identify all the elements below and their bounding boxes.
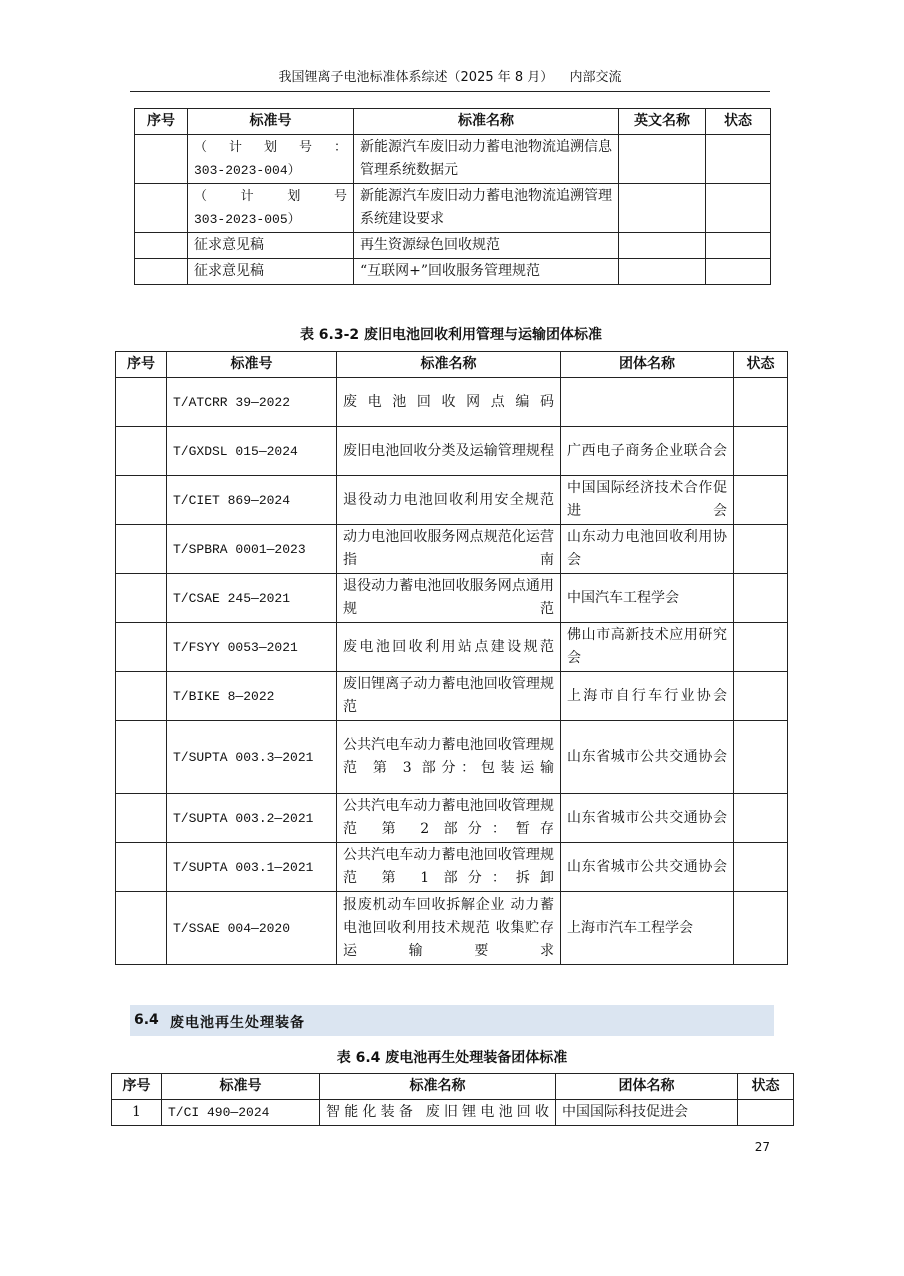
col-header-name: 标准名称	[320, 1074, 556, 1100]
cell-org: 上海市自行车行业协会	[561, 672, 734, 721]
doc-title: 我国锂离子电池标准体系综述（2025 年 8 月）	[278, 70, 554, 85]
cell-code	[188, 135, 354, 184]
cell-code: T/CSAE 245—2021	[167, 574, 337, 623]
cell-num	[135, 184, 188, 233]
cell-num	[116, 892, 167, 965]
cell-name: 废旧锂离子动力蓄电池回收管理规范	[337, 672, 561, 721]
section-number: 6.4	[134, 1012, 159, 1028]
code-line: 303-2023-004）	[194, 163, 301, 178]
cell-code: T/SPBRA 0001—2023	[167, 525, 337, 574]
cell-status	[734, 623, 788, 672]
cell-status	[734, 574, 788, 623]
cell-num	[135, 135, 188, 184]
table-row	[135, 135, 771, 184]
cell-name: 报废机动车回收拆解企业 动力蓄电池回收利用技术规范 收集贮存运输要求	[337, 892, 561, 965]
col-header-code: 标准号	[162, 1074, 320, 1100]
cell-code: T/GXDSL 015—2024	[167, 427, 337, 476]
cell-org: 中国国际经济技术合作促进会	[561, 476, 734, 525]
cell-code: T/SUPTA 003.3—2021	[167, 721, 337, 794]
table-row	[112, 1100, 794, 1126]
table-caption: 表 6.4 废电池再生处理装备团体标准	[336, 1050, 568, 1066]
table-row	[116, 794, 788, 843]
col-header-num: 序号	[116, 352, 167, 378]
table-header-row	[116, 352, 788, 378]
table-row	[135, 259, 771, 285]
cell-code: T/ATCRR 39—2022	[167, 378, 337, 427]
cell-en	[619, 233, 706, 259]
table-row	[116, 892, 788, 965]
cell-name: 废旧电池回收分类及运输管理规程	[337, 427, 561, 476]
cell-status	[734, 794, 788, 843]
cell-name: 废电池回收网点编码	[337, 378, 561, 427]
cell-status	[738, 1100, 794, 1126]
cell-status	[706, 184, 771, 233]
col-header-name: 标准名称	[337, 352, 561, 378]
cell-num	[116, 525, 167, 574]
cell-status	[734, 525, 788, 574]
col-header-code: 标准号	[188, 109, 354, 135]
page-number: 27	[754, 1140, 770, 1154]
cell-name: 新能源汽车废旧动力蓄电池物流追溯信息管理系统数据元	[354, 135, 619, 184]
code-line: 303-2023-005）	[194, 212, 301, 227]
col-header-num: 序号	[135, 109, 188, 135]
cell-num	[116, 623, 167, 672]
section-title: 废电池再生处理装备	[170, 1015, 305, 1031]
cell-status	[734, 892, 788, 965]
table-row	[116, 623, 788, 672]
cell-num	[116, 672, 167, 721]
cell-status	[706, 259, 771, 285]
col-header-status: 状态	[734, 352, 788, 378]
cell-status	[734, 843, 788, 892]
col-header-num: 序号	[112, 1074, 162, 1100]
cell-name: 动力电池回收服务网点规范化运营指南	[337, 525, 561, 574]
cell-num	[116, 721, 167, 794]
cell-en	[619, 259, 706, 285]
cell-name: 退役动力电池回收利用安全规范	[337, 476, 561, 525]
cell-code: T/BIKE 8—2022	[167, 672, 337, 721]
cell-num	[135, 233, 188, 259]
cell-org: 山东省城市公共交通协会	[561, 721, 734, 794]
table-row	[116, 378, 788, 427]
cell-org: 中国汽车工程学会	[561, 574, 734, 623]
cell-status	[706, 233, 771, 259]
cell-code: T/CI 490—2024	[162, 1100, 320, 1126]
cell-org: 山东省城市公共交通协会	[561, 843, 734, 892]
cell-name: 废电池回收利用站点建设规范	[337, 623, 561, 672]
cell-num: 1	[112, 1100, 162, 1126]
cell-status	[706, 135, 771, 184]
table-caption: 表 6.3-2 废旧电池回收利用管理与运输团体标准	[299, 327, 603, 343]
table-plan-standards	[134, 108, 771, 285]
col-header-code: 标准号	[167, 352, 337, 378]
cell-org: 佛山市高新技术应用研究会	[561, 623, 734, 672]
cell-name: 公共汽电车动力蓄电池回收管理规范 第 1 部分：拆卸	[337, 843, 561, 892]
cell-num	[116, 574, 167, 623]
section-heading	[130, 1005, 774, 1036]
cell-code: 征求意见稿	[188, 233, 354, 259]
col-header-status: 状态	[738, 1074, 794, 1100]
cell-status	[734, 427, 788, 476]
cell-num	[116, 476, 167, 525]
cell-org: 中国国际科技促进会	[556, 1100, 738, 1126]
table-row	[116, 721, 788, 794]
code-line: （ 计 划 号 ：	[194, 140, 347, 155]
cell-name: 新能源汽车废旧动力蓄电池物流追溯管理系统建设要求	[354, 184, 619, 233]
table-row	[116, 476, 788, 525]
col-header-org: 团体名称	[556, 1074, 738, 1100]
table-row	[116, 843, 788, 892]
cell-en	[619, 135, 706, 184]
cell-num	[135, 259, 188, 285]
cell-status	[734, 721, 788, 794]
cell-org	[561, 378, 734, 427]
table-row	[116, 525, 788, 574]
cell-num	[116, 794, 167, 843]
cell-code: T/SSAE 004—2020	[167, 892, 337, 965]
cell-org: 山东省城市公共交通协会	[561, 794, 734, 843]
table-recycling-group-standards	[115, 351, 788, 965]
cell-org: 上海市汽车工程学会	[561, 892, 734, 965]
cell-name: 公共汽电车动力蓄电池回收管理规范 第 3 部分：包装运输	[337, 721, 561, 794]
cell-code: T/SUPTA 003.1—2021	[167, 843, 337, 892]
table-row	[116, 574, 788, 623]
col-header-status: 状态	[706, 109, 771, 135]
cell-code: T/SUPTA 003.2—2021	[167, 794, 337, 843]
table-header-row	[135, 109, 771, 135]
cell-code: T/CIET 869—2024	[167, 476, 337, 525]
cell-name: 智能化装备 废旧锂电池回收	[320, 1100, 556, 1126]
cell-code: 征求意见稿	[188, 259, 354, 285]
col-header-en: 英文名称	[619, 109, 706, 135]
cell-num	[116, 427, 167, 476]
table-header-row	[112, 1074, 794, 1100]
table-equipment-group-standards	[111, 1073, 794, 1126]
cell-num	[116, 843, 167, 892]
cell-name: “互联网+”回收服务管理规范	[354, 259, 619, 285]
table-row	[116, 672, 788, 721]
running-header	[130, 66, 770, 85]
cell-org: 广西电子商务企业联合会	[561, 427, 734, 476]
cell-status	[734, 378, 788, 427]
classification-label: 内部交流	[569, 70, 622, 85]
col-header-name: 标准名称	[354, 109, 619, 135]
col-header-org: 团体名称	[561, 352, 734, 378]
cell-num	[116, 378, 167, 427]
code-line: （ 计 划 号	[194, 189, 347, 204]
header-rule	[130, 91, 770, 92]
table-row	[135, 184, 771, 233]
cell-org: 山东动力电池回收利用协会	[561, 525, 734, 574]
cell-en	[619, 184, 706, 233]
table-row	[135, 233, 771, 259]
cell-status	[734, 672, 788, 721]
cell-status	[734, 476, 788, 525]
cell-name: 公共汽电车动力蓄电池回收管理规范 第 2 部分：暂存	[337, 794, 561, 843]
cell-code: T/FSYY 0053—2021	[167, 623, 337, 672]
cell-code	[188, 184, 354, 233]
cell-name: 再生资源绿色回收规范	[354, 233, 619, 259]
table-row	[116, 427, 788, 476]
cell-name: 退役动力蓄电池回收服务网点通用规范	[337, 574, 561, 623]
